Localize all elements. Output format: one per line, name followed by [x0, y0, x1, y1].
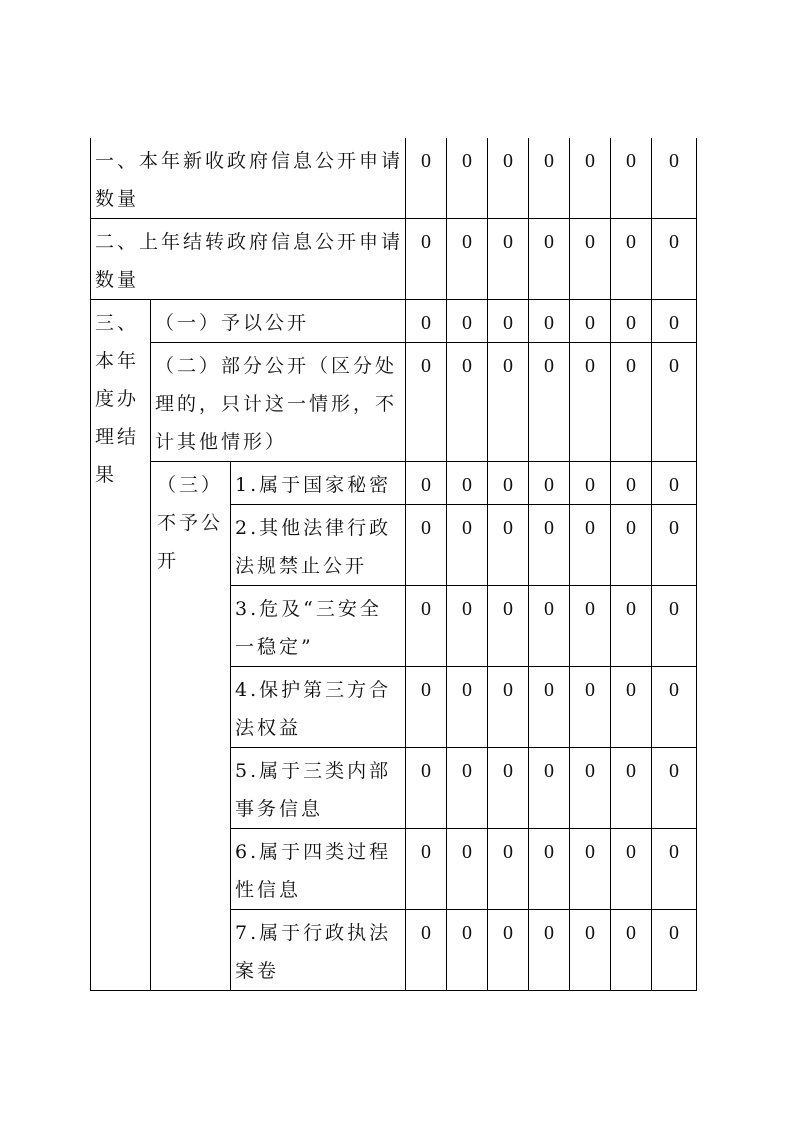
cell-value: 0	[611, 343, 652, 462]
cell-value: 0	[488, 138, 529, 219]
item-label: 5.属于三类内部事务信息	[231, 748, 406, 829]
table-row	[91, 343, 697, 462]
cell-value: 0	[406, 910, 447, 991]
cell-value: 0	[652, 748, 697, 829]
cell-value: 0	[611, 586, 652, 667]
gov-info-disclosure-table	[90, 138, 697, 991]
table-row	[91, 300, 697, 343]
item-label: 3.危及“三安全一稳定”	[231, 586, 406, 667]
cell-value: 0	[570, 219, 611, 300]
cell-value: 0	[406, 462, 447, 505]
cell-value: 0	[529, 219, 570, 300]
row-label: 一、本年新收政府信息公开申请数量	[91, 138, 406, 219]
section3-label: 三、本年度办理结果	[91, 300, 151, 991]
cell-value: 0	[611, 300, 652, 343]
cell-value: 0	[447, 505, 488, 586]
cell-value: 0	[488, 586, 529, 667]
cell-value: 0	[488, 910, 529, 991]
notopen-label: （三）不予公开	[151, 462, 231, 991]
cell-value: 0	[447, 748, 488, 829]
item-label: 7.属于行政执法案卷	[231, 910, 406, 991]
cell-value: 0	[570, 910, 611, 991]
cell-value: 0	[529, 910, 570, 991]
table-row	[91, 219, 697, 300]
cell-value: 0	[447, 343, 488, 462]
cell-value: 0	[406, 138, 447, 219]
cell-value: 0	[529, 505, 570, 586]
cell-value: 0	[652, 343, 697, 462]
cell-value: 0	[652, 505, 697, 586]
cell-value: 0	[406, 219, 447, 300]
cell-value: 0	[529, 586, 570, 667]
cell-value: 0	[570, 505, 611, 586]
cell-value: 0	[652, 829, 697, 910]
cell-value: 0	[447, 667, 488, 748]
cell-value: 0	[652, 667, 697, 748]
cell-value: 0	[529, 300, 570, 343]
cell-value: 0	[406, 748, 447, 829]
cell-value: 0	[570, 462, 611, 505]
cell-value: 0	[529, 748, 570, 829]
cell-value: 0	[488, 667, 529, 748]
cell-value: 0	[488, 505, 529, 586]
cell-value: 0	[570, 586, 611, 667]
cell-value: 0	[652, 910, 697, 991]
cell-value: 0	[611, 505, 652, 586]
cell-value: 0	[570, 748, 611, 829]
cell-value: 0	[570, 667, 611, 748]
partial-label: （二）部分公开（区分处理的，只计这一情形，不计其他情形）	[151, 343, 406, 462]
cell-value: 0	[447, 586, 488, 667]
cell-value: 0	[570, 829, 611, 910]
cell-value: 0	[652, 138, 697, 219]
cell-value: 0	[611, 829, 652, 910]
cell-value: 0	[488, 343, 529, 462]
cell-value: 0	[447, 910, 488, 991]
cell-value: 0	[406, 667, 447, 748]
cell-value: 0	[652, 219, 697, 300]
cell-value: 0	[652, 462, 697, 505]
cell-value: 0	[488, 219, 529, 300]
cell-value: 0	[529, 667, 570, 748]
cell-value: 0	[611, 910, 652, 991]
cell-value: 0	[611, 219, 652, 300]
cell-value: 0	[406, 343, 447, 462]
cell-value: 0	[488, 462, 529, 505]
cell-value: 0	[570, 300, 611, 343]
item-label: 1.属于国家秘密	[231, 462, 406, 505]
cell-value: 0	[529, 343, 570, 462]
cell-value: 0	[488, 748, 529, 829]
item-label: 4.保护第三方合法权益	[231, 667, 406, 748]
row-label: 二、上年结转政府信息公开申请数量	[91, 219, 406, 300]
cell-value: 0	[611, 748, 652, 829]
cell-value: 0	[406, 505, 447, 586]
cell-value: 0	[447, 829, 488, 910]
cell-value: 0	[529, 138, 570, 219]
item-label: 6.属于四类过程性信息	[231, 829, 406, 910]
item-label: 2.其他法律行政法规禁止公开	[231, 505, 406, 586]
cell-value: 0	[447, 300, 488, 343]
cell-value: 0	[447, 219, 488, 300]
cell-value: 0	[406, 300, 447, 343]
cell-value: 0	[611, 667, 652, 748]
cell-value: 0	[406, 829, 447, 910]
cell-value: 0	[447, 138, 488, 219]
cell-value: 0	[652, 300, 697, 343]
open-label: （一）予以公开	[151, 300, 406, 343]
cell-value: 0	[529, 462, 570, 505]
cell-value: 0	[570, 343, 611, 462]
cell-value: 0	[488, 300, 529, 343]
cell-value: 0	[529, 829, 570, 910]
cell-value: 0	[611, 462, 652, 505]
cell-value: 0	[447, 462, 488, 505]
table-row	[91, 462, 697, 505]
cell-value: 0	[488, 829, 529, 910]
table-body	[91, 138, 697, 991]
cell-value: 0	[570, 138, 611, 219]
cell-value: 0	[406, 586, 447, 667]
cell-value: 0	[652, 586, 697, 667]
table-row	[91, 138, 697, 219]
cell-value: 0	[611, 138, 652, 219]
